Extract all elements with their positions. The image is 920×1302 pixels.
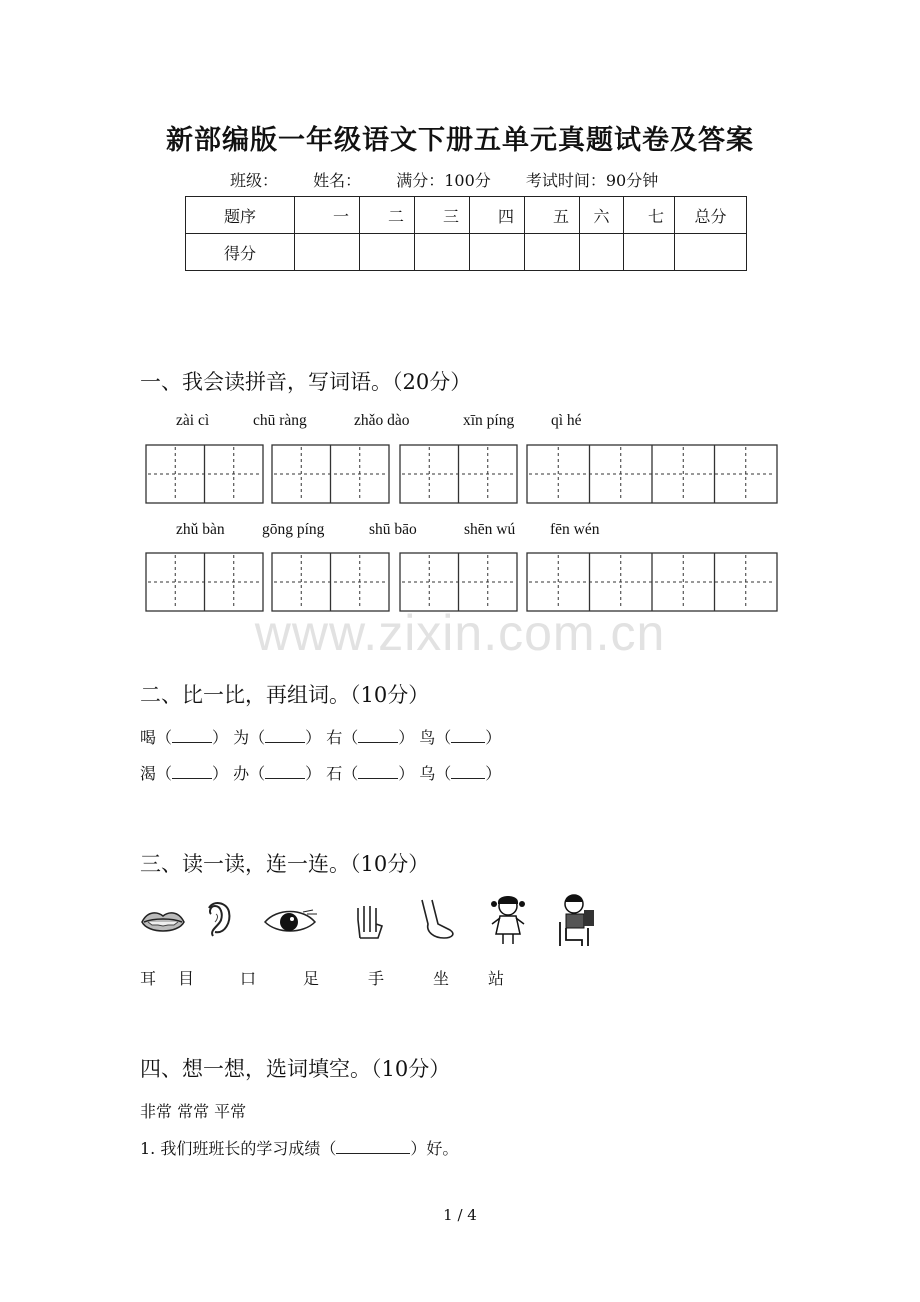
table-cell: 三 xyxy=(415,197,470,234)
match-label[interactable]: 口 xyxy=(240,969,257,988)
question-1 xyxy=(140,1136,458,1159)
compare-char: 渴（ xyxy=(140,764,173,783)
question-text: 1. 我们班班长的学习成绩（ xyxy=(140,1139,337,1158)
page-number: 1 / 4 xyxy=(443,1206,477,1224)
compare-char: ） 办（ xyxy=(212,764,266,783)
pinyin-label: qì hé xyxy=(551,412,582,429)
answer-blank[interactable] xyxy=(172,762,212,779)
answer-blank[interactable] xyxy=(265,762,305,779)
watermark: www.zixin.com.cn xyxy=(254,605,666,661)
name-label: 姓名： xyxy=(313,171,362,190)
compare-char: ） 为（ xyxy=(212,728,266,747)
table-cell: 二 xyxy=(360,197,415,234)
answer-blank[interactable] xyxy=(358,762,398,779)
answer-blank[interactable] xyxy=(336,1137,410,1154)
section1-heading: 一、我会读拼音，写词语。（20分） xyxy=(140,370,472,394)
table-cell: 五 xyxy=(525,197,580,234)
pinyin-label: xīn píng xyxy=(463,412,515,429)
pinyin-label: chū ràng xyxy=(253,412,307,429)
class-label: 班级： xyxy=(230,171,279,190)
match-label[interactable]: 站 xyxy=(488,969,505,988)
table-cell: 一 xyxy=(295,197,360,234)
compare-char: ） 石（ xyxy=(305,764,359,783)
match-label[interactable]: 耳 xyxy=(140,969,157,988)
section3-heading: 三、读一读，连一连。（10分） xyxy=(140,852,430,876)
ear-icon[interactable] xyxy=(205,900,233,942)
compare-row-2 xyxy=(140,761,501,784)
eye-icon[interactable] xyxy=(263,908,319,936)
section2-heading: 二、比一比，再组词。（10分） xyxy=(140,683,430,707)
answer-blank[interactable] xyxy=(265,726,305,743)
table-cell: 得分 xyxy=(186,234,295,271)
table-cell: 六 xyxy=(580,197,624,234)
compare-char: 喝（ xyxy=(140,728,173,747)
table-cell: 总分 xyxy=(675,197,747,234)
pinyin-label: gōng píng xyxy=(262,521,325,538)
pinyin-label: zhǔ bàn xyxy=(176,521,225,538)
mouth-icon[interactable] xyxy=(140,906,186,938)
pinyin-label: zhǎo dào xyxy=(354,412,410,429)
table-cell: 七 xyxy=(624,197,675,234)
foot-icon[interactable] xyxy=(416,898,458,942)
match-label[interactable]: 足 xyxy=(303,969,320,988)
match-label[interactable]: 目 xyxy=(178,969,195,988)
score-label: 满分：100分 xyxy=(396,171,491,190)
time-label: 考试时间：90分钟 xyxy=(525,171,659,190)
answer-blank[interactable] xyxy=(451,762,485,779)
pinyin-label: shēn wú xyxy=(464,521,516,538)
compare-char: ） xyxy=(485,764,502,783)
table-cell: 题序 xyxy=(186,197,295,234)
compare-row-1 xyxy=(140,725,501,748)
hand-icon[interactable] xyxy=(352,902,386,942)
sitting-boy-icon[interactable] xyxy=(556,892,600,948)
pinyin-label: shū bāo xyxy=(369,521,417,538)
compare-char: ） 右（ xyxy=(305,728,359,747)
compare-char: ） 乌（ xyxy=(398,764,452,783)
compare-char: ） xyxy=(485,728,502,747)
match-label[interactable]: 手 xyxy=(368,969,385,988)
section4-heading: 四、想一想，选词填空。（10分） xyxy=(140,1057,451,1081)
answer-blank[interactable] xyxy=(358,726,398,743)
compare-char: ） 鸟（ xyxy=(398,728,452,747)
table-cell: 四 xyxy=(470,197,525,234)
pinyin-label: fēn wén xyxy=(550,521,600,538)
page-title: 新部编版一年级语文下册五单元真题试卷及答案 xyxy=(166,125,754,156)
question-text: ）好。 xyxy=(410,1139,459,1158)
pinyin-label: zài cì xyxy=(176,412,210,429)
standing-girl-icon[interactable] xyxy=(488,894,528,946)
answer-blank[interactable] xyxy=(451,726,485,743)
answer-blank[interactable] xyxy=(172,726,212,743)
word-choices: 非常 常常 平常 xyxy=(140,1102,247,1121)
match-label[interactable]: 坐 xyxy=(433,969,450,988)
